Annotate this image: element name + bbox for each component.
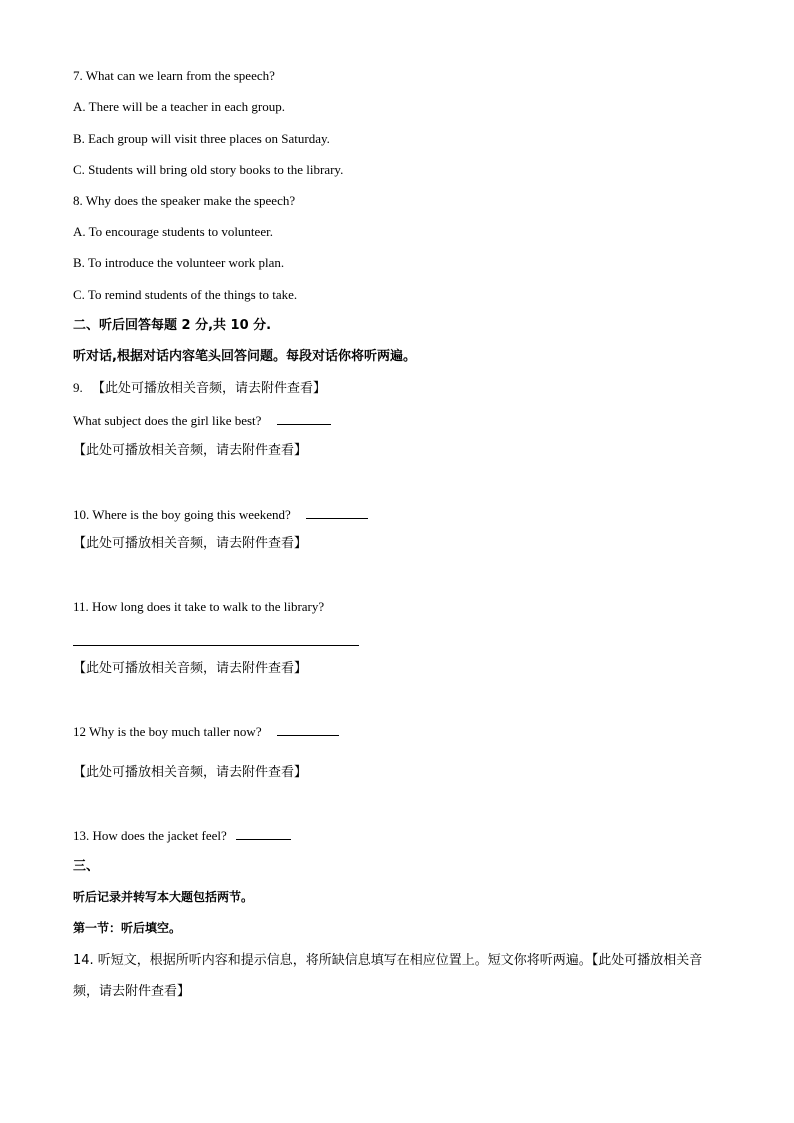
part-3-instruction: 听后记录并转写本大题包括两节。 (73, 890, 254, 904)
answer-blank[interactable] (306, 506, 368, 519)
section-1-heading: 第一节：听后填空。 (73, 921, 182, 935)
question-11-text: 11. How long does it take to walk to the library? (73, 599, 325, 614)
question-7-stem: 7. What can we learn from the speech? (73, 68, 275, 83)
audio-note: 【此处可播放相关音频，请去附件查看】 (73, 443, 308, 458)
question-13-text: 13. How does the jacket feel? (73, 828, 227, 843)
answer-blank[interactable] (277, 412, 331, 425)
part-2-instruction: 听对话,根据对话内容笔头回答问题。每段对话你将听两遍。 (73, 349, 416, 364)
part-3-heading: 三、 (73, 859, 100, 874)
audio-note: 【此处可播放相关音频，请去附件查看】 (73, 765, 308, 780)
question-8-option-c: C. To remind students of the things to take. (73, 287, 298, 302)
question-9-number: 9. (73, 380, 83, 395)
question-7-option-c: C. Students will bring old story books to the library. (73, 162, 344, 177)
question-9-row (73, 412, 331, 429)
answer-blank[interactable] (277, 723, 339, 736)
question-10-text: 10. Where is the boy going this weekend? (73, 507, 291, 522)
question-8-stem: 8. Why does the speaker make the speech? (73, 193, 296, 208)
part-2-heading: 二、听后回答每题 2 分,共 10 分. (73, 318, 272, 333)
question-12-text: 12 Why is the boy much taller now? (73, 724, 262, 739)
question-9-text: What subject does the girl like best? (73, 413, 262, 428)
question-7-option-b: B. Each group will visit three places on Saturday. (73, 131, 330, 146)
audio-note: 【此处可播放相关音频，请去附件查看】 (73, 536, 308, 551)
audio-note: 【此处可播放相关音频，请去附件查看】 (92, 381, 327, 396)
question-14-text: 14. 听短文，根据所听内容和提示信息，将所缺信息填写在相应位置上。短文你将听两遍。【此处可播放相关音频，请去附件查看】 (73, 953, 703, 999)
question-8-option-b: B. To introduce the volunteer work plan. (73, 255, 285, 270)
question-7-option-a: A. There will be a teacher in each group. (73, 99, 285, 114)
question-12-row (73, 723, 339, 740)
audio-note: 【此处可播放相关音频，请去附件查看】 (73, 661, 308, 676)
answer-blank[interactable] (236, 827, 291, 840)
question-10-row (73, 506, 368, 523)
question-13-row (73, 827, 291, 844)
answer-line[interactable] (73, 645, 359, 646)
question-8-option-a: A. To encourage students to volunteer. (73, 224, 273, 239)
question-9-audio-row (73, 380, 326, 397)
